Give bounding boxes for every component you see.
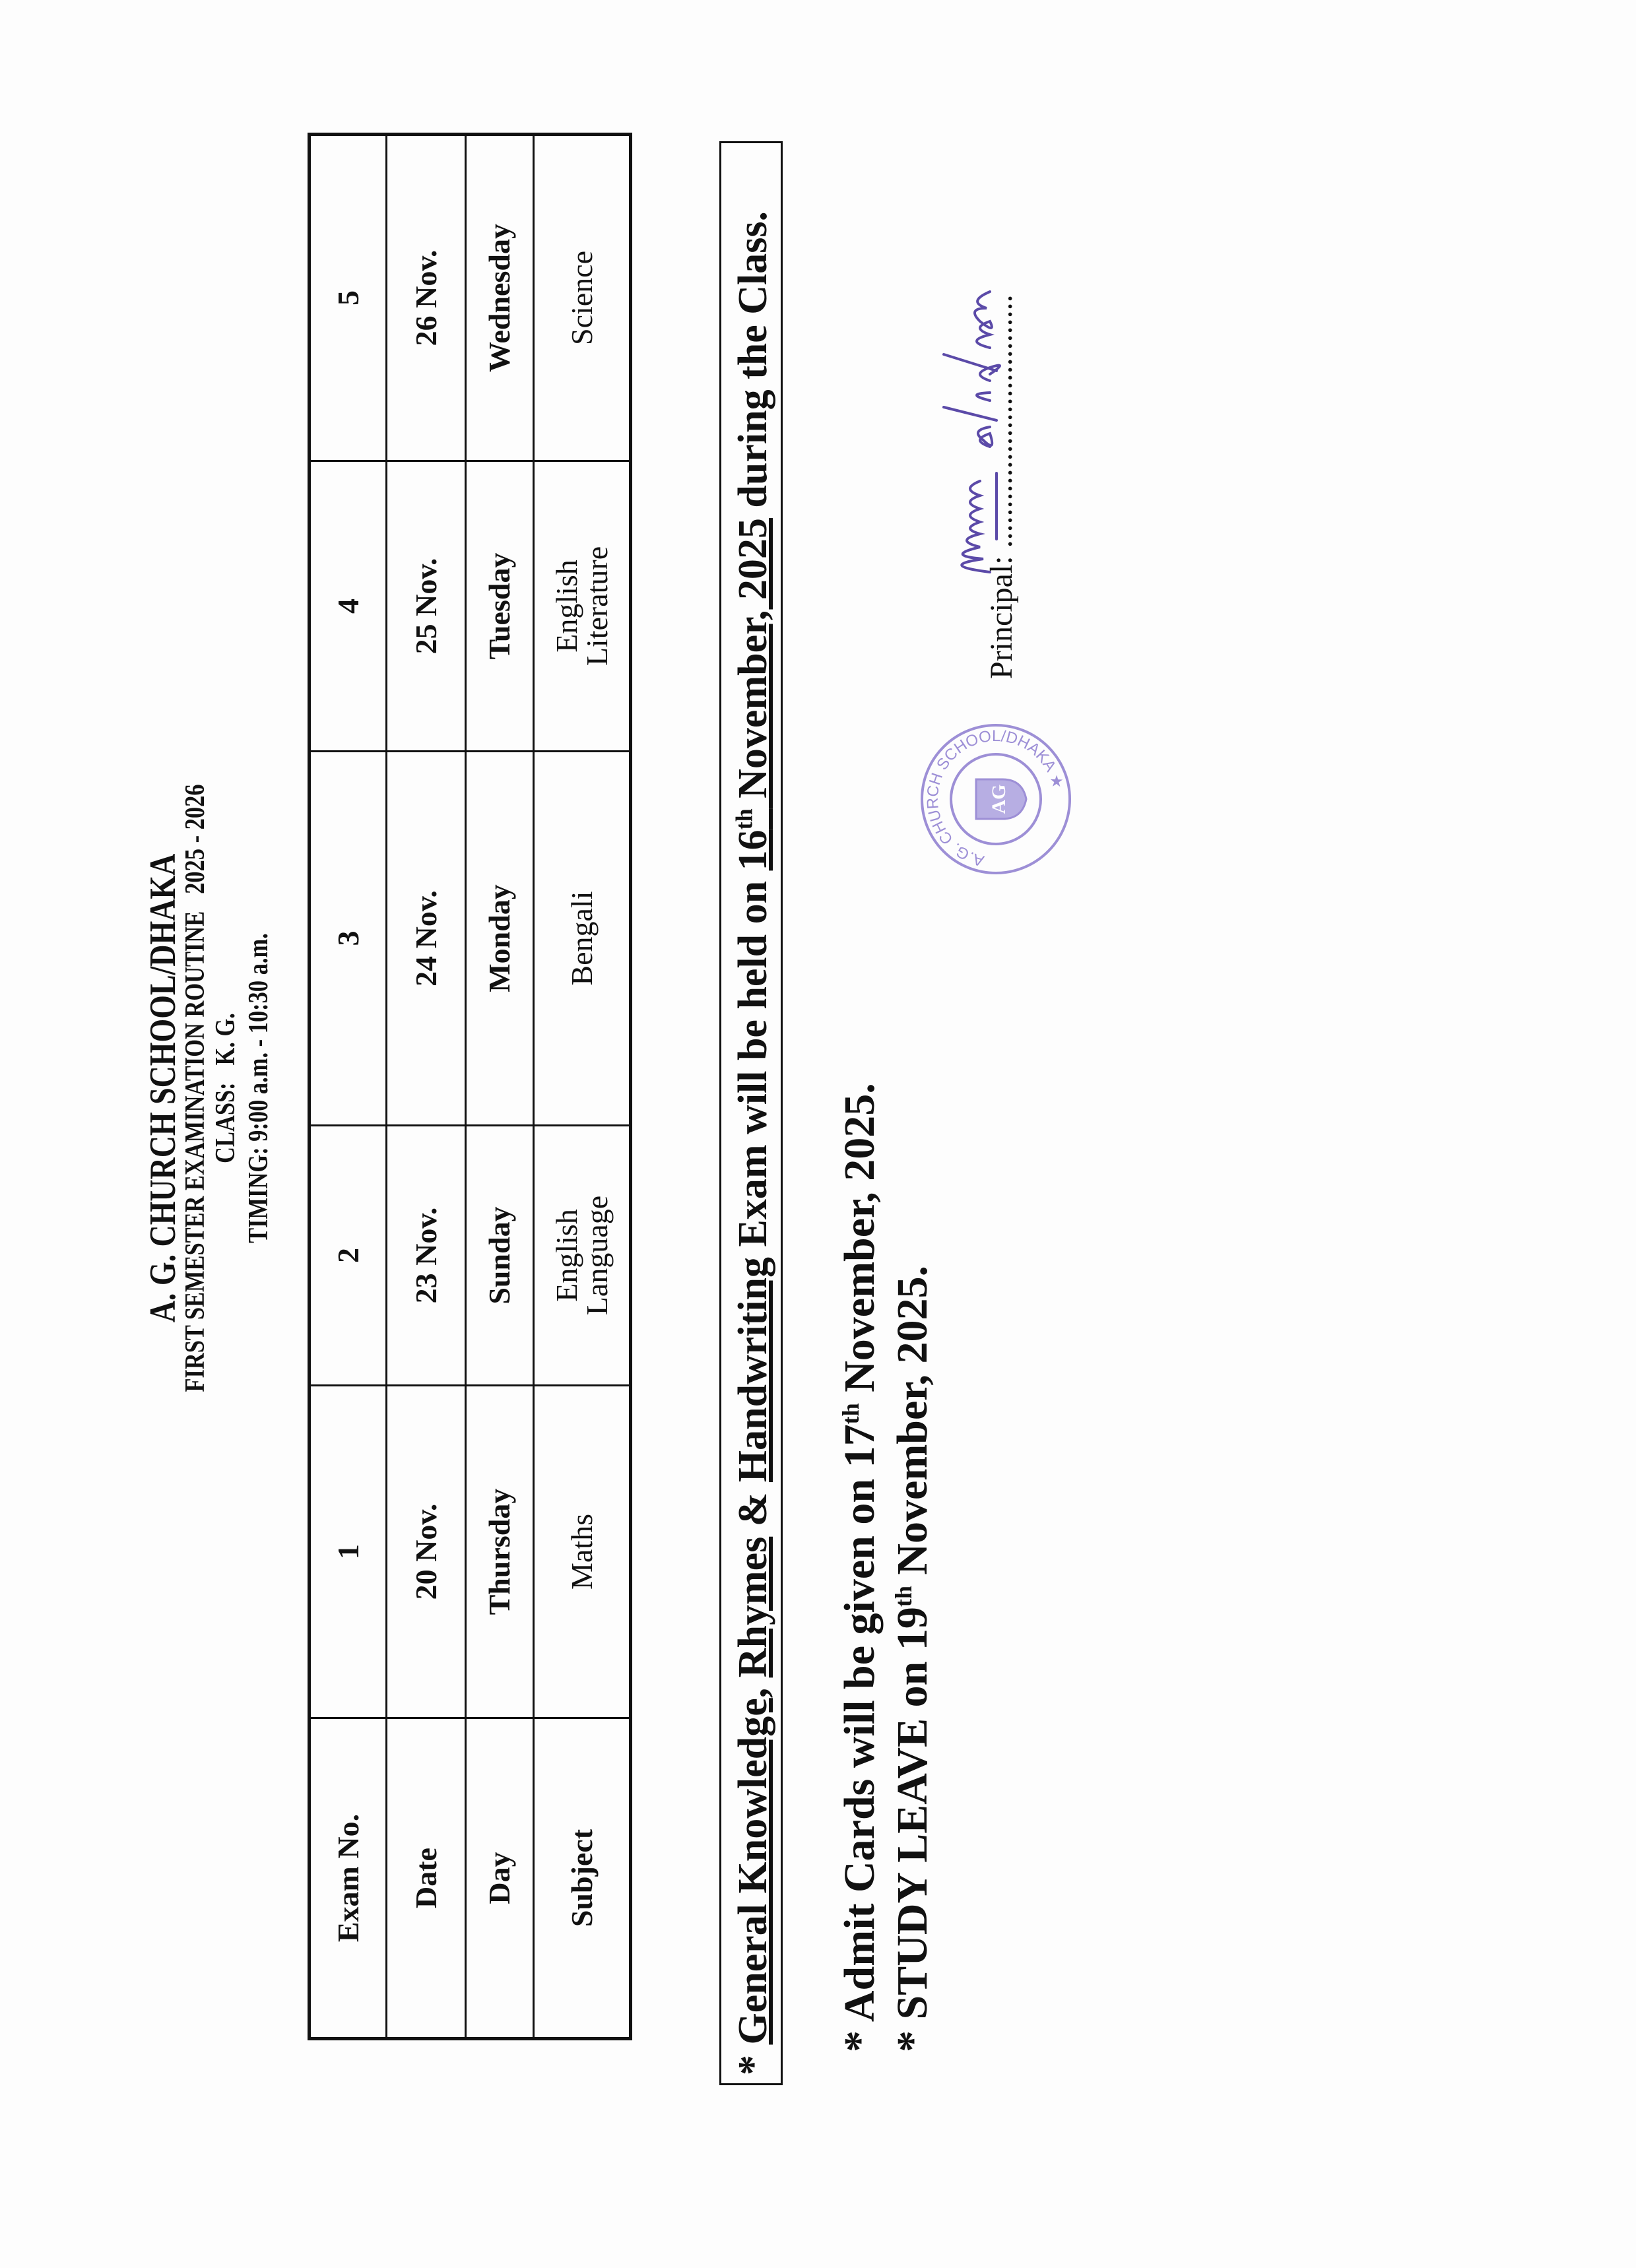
subject-line: English: [549, 560, 583, 653]
signature-dots: ................................: [984, 294, 1019, 548]
exam-no-cell: 1: [310, 1386, 387, 1718]
day-cell: Sunday: [466, 1126, 534, 1386]
subject-line: Maths: [564, 1514, 599, 1590]
row-label: Exam No.: [310, 1718, 387, 2039]
routine-title: FIRST SEMESTER EXAMINATION ROUTINE 2025 - 2026: [180, 784, 211, 1392]
subject-cell: [534, 1386, 631, 1718]
svg-text:AG: AG: [988, 784, 1010, 814]
principal-label: Principal:: [984, 548, 1019, 679]
row-label: Date: [387, 1718, 466, 2039]
note-month-year: November, 2025: [731, 518, 775, 809]
exam-routine-table: [308, 133, 632, 2040]
table-row-exam-no: [310, 135, 387, 2039]
subject-line: Language: [579, 1195, 614, 1316]
notice-text: * STUDY LEAVE on 19: [888, 1607, 936, 2052]
note-gk: General Knowledge: [731, 1698, 775, 2045]
handwritten-signature: [931, 156, 1003, 579]
note-rhymes: Rhymes: [731, 1536, 775, 1678]
school-name: A. G. CHURCH SCHOOL/DHAKA: [143, 853, 183, 1323]
notice-sup: th: [890, 1586, 917, 1607]
school-seal-stamp: [919, 723, 1072, 876]
timing-line: TIMING: 9:00 a.m. - 10:30 a.m.: [244, 933, 274, 1243]
stamp-text: A.G. CHURCH SCHOOL/DHAKA ★: [923, 727, 1067, 870]
exam-no-cell: 2: [310, 1126, 387, 1386]
subject-line: Science: [564, 250, 599, 346]
exam-no-cell: 5: [310, 135, 387, 461]
note-star: *: [731, 2044, 775, 2075]
notice-sup: th: [837, 1403, 864, 1425]
gk-exam-note: [719, 141, 783, 2085]
exam-no-cell: 3: [310, 752, 387, 1126]
subject-cell: [534, 752, 631, 1126]
day-cell: Tuesday: [466, 461, 534, 752]
date-cell: 23 Nov.: [387, 1126, 466, 1386]
subject-line: Bengali: [564, 891, 599, 986]
subject-cell: [534, 135, 631, 461]
note-day: 16: [731, 829, 775, 871]
subject-line: English: [549, 1209, 583, 1302]
date-cell: 25 Nov.: [387, 461, 466, 752]
note-day-sup: th: [731, 808, 758, 830]
day-cell: Monday: [466, 752, 534, 1126]
class-line: CLASS: K. G.: [211, 1013, 241, 1163]
exam-no-cell: 4: [310, 461, 387, 752]
day-cell: Wednesday: [466, 135, 534, 461]
note-comma: ,: [731, 1677, 775, 1699]
date-cell: 20 Nov.: [387, 1386, 466, 1718]
subject-cell: [534, 461, 631, 752]
table-row-day: [466, 135, 534, 2039]
row-label: Subject: [534, 1718, 631, 2039]
date-cell: 24 Nov.: [387, 752, 466, 1126]
row-label: Day: [466, 1718, 534, 2039]
note-handwriting: Handwriting: [731, 1257, 775, 1483]
table-row-date: [387, 135, 466, 2039]
day-cell: Thursday: [466, 1386, 534, 1718]
notice-text: November, 2025.: [888, 1265, 936, 1586]
subject-cell: [534, 1126, 631, 1386]
admit-card-notice: [835, 1083, 885, 2052]
subject-line: Literature: [579, 546, 614, 666]
note-end: during the Class.: [731, 211, 775, 519]
notice-text: * Admit Cards will be given on 17: [835, 1424, 884, 2052]
table-row-subject: [534, 135, 631, 2039]
note-amp: &: [731, 1482, 775, 1537]
date-cell: 26 Nov.: [387, 135, 466, 461]
note-mid: Exam will be held on: [731, 870, 775, 1257]
study-leave-notice: [888, 1266, 938, 2052]
notice-text: November, 2025.: [835, 1083, 884, 1404]
